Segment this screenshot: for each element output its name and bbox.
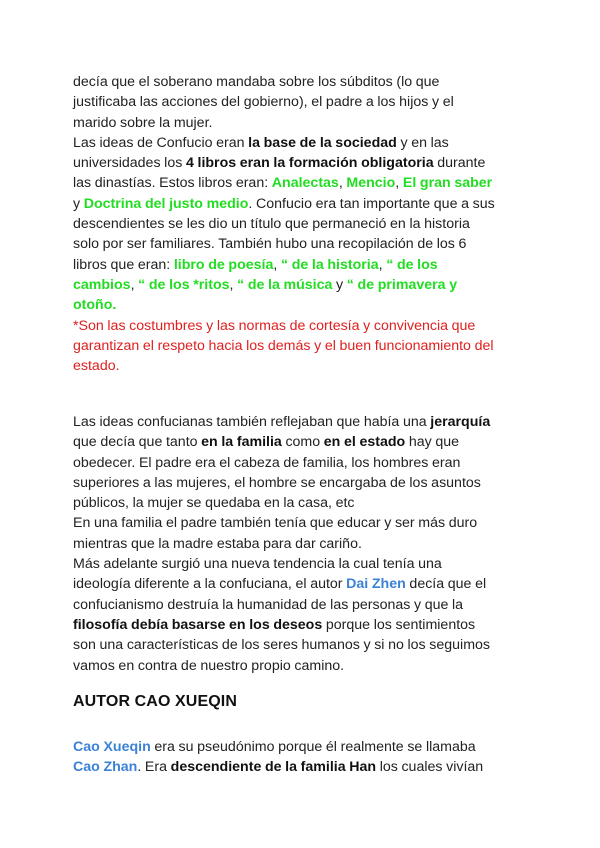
text-run: . Confucio era tan importante que a sus — [248, 195, 495, 212]
text-run: libros que eran: — [73, 256, 174, 273]
text-line: públicos, la mujer se quedaba en la casa, etc — [73, 495, 355, 512]
text-run: porque los sentimientos — [322, 616, 476, 633]
text-line — [73, 194, 533, 214]
book-title-otono: otoño. — [73, 297, 117, 314]
footnote-ritos: estado. — [73, 358, 120, 375]
bold-phrase: en el estado — [323, 434, 406, 451]
paragraph-confucian-ideas — [73, 72, 533, 376]
text-line: obedecer. El padre era el cabeza de familia, los hombres eran — [73, 454, 461, 471]
author-name-cao-xueqin: Cao Xueqin — [73, 739, 151, 755]
text-line: vamos en contra de nuestro propio camino. — [73, 657, 345, 674]
text-line — [73, 153, 533, 173]
book-title-gran-saber: El gran saber — [402, 175, 493, 192]
text-run: los cuales vivían — [376, 759, 484, 776]
bold-phrase: la base de la sociedad — [248, 134, 397, 151]
text-line: Más adelante surgió una nueva tendencia la cual tenía una — [73, 556, 442, 573]
text-line — [73, 255, 533, 275]
author-name-cao-zhan: Cao Zhan — [73, 759, 138, 776]
text-line: decía que el soberano mandaba sobre los súbditos (lo que — [73, 74, 440, 90]
text-line — [73, 737, 533, 757]
text-run: ideología diferente a la confuciana, el autor — [73, 576, 347, 593]
section-heading: AUTOR CAO XUEQIN — [73, 693, 237, 710]
text-run: , — [130, 276, 139, 293]
text-line — [73, 173, 533, 193]
bold-phrase: filosofía debía basarse en los deseos — [73, 616, 323, 633]
text-line — [73, 757, 533, 777]
text-line: En una familia el padre también tenía que educar y ser más duro — [73, 515, 478, 532]
bold-phrase: 4 libros eran la formación obligatoria — [185, 155, 434, 172]
text-line: confucianismo destruía la humanidad de las personas y que la — [73, 596, 464, 613]
text-run: , — [273, 256, 281, 273]
footnote-ritos: *Son las costumbres y las normas de cortesía y convivencia que — [73, 317, 476, 334]
book-title-historia: “ de la historia — [280, 256, 379, 273]
text-run: , — [229, 276, 238, 293]
book-title-analectas: Analectas — [271, 175, 339, 192]
book-title-cambios-start: “ de los — [386, 256, 438, 273]
text-run: decía que el — [405, 576, 487, 593]
text-line — [73, 574, 533, 594]
text-line — [73, 275, 533, 295]
text-run: , — [395, 175, 403, 192]
text-line: son una características de los seres humanos y si no los seguimos — [73, 637, 491, 654]
text-line — [73, 412, 533, 432]
book-title-musica: “ de la música — [237, 276, 333, 293]
text-line — [73, 432, 533, 452]
text-run: que decía que tanto — [73, 434, 202, 451]
book-title-cambios-end: cambios — [73, 276, 131, 293]
paragraph-hierarchy — [73, 412, 533, 676]
text-run: y en las — [396, 134, 449, 151]
text-line — [73, 133, 533, 153]
text-run: , — [338, 175, 347, 192]
text-run: y — [73, 195, 84, 212]
text-run: como — [281, 434, 324, 451]
text-run: era su pseudónimo porque él realmente se llamaba — [150, 739, 476, 755]
text-line: superiores a las mujeres, el hombre se encargaba de los asuntos — [73, 474, 481, 491]
text-run: hay que — [405, 434, 460, 451]
text-run: universidades los — [73, 155, 186, 172]
book-title-mencio: Mencio — [346, 175, 396, 192]
text-run: . Era — [137, 759, 171, 776]
text-run: las dinastías. Estos libros eran: — [73, 175, 272, 192]
bold-phrase: en la familia — [201, 434, 282, 451]
book-title-poesia: libro de poesía — [173, 256, 274, 273]
text-run: durante — [433, 155, 486, 172]
bold-phrase: jerarquía — [430, 414, 491, 430]
text-line: justificaba las acciones del gobierno), el padre a los hijos y el — [73, 94, 454, 111]
text-line — [73, 615, 533, 635]
text-line: marido sobre la mujer. — [73, 114, 213, 131]
bold-phrase: descendiente de la familia Han — [170, 759, 377, 776]
author-name-dai-zhen: Dai Zhen — [346, 576, 406, 593]
text-run: Las ideas de Confucio eran — [73, 134, 249, 151]
text-line: solo por ser familiares. También hubo una recopilación de los 6 — [73, 236, 467, 253]
book-title-justo-medio: Doctrina del justo medio — [83, 195, 249, 212]
text-line: mientras que la madre estaba para dar cariño. — [73, 535, 362, 552]
book-title-ritos: “ de los *ritos — [138, 276, 230, 293]
footnote-ritos: garantizan el respeto hacia los demás y el buen funcionamiento del — [73, 337, 494, 354]
text-run: , — [378, 256, 387, 273]
book-title-primavera: “ de primavera y — [346, 276, 458, 293]
paragraph-cao-xueqin — [73, 737, 533, 778]
text-run: y — [332, 276, 347, 293]
text-run: Las ideas confucianas también reflejaban que había una — [73, 414, 431, 430]
text-line: descendientes se les dio un título que permaneció en la historia — [73, 216, 470, 233]
